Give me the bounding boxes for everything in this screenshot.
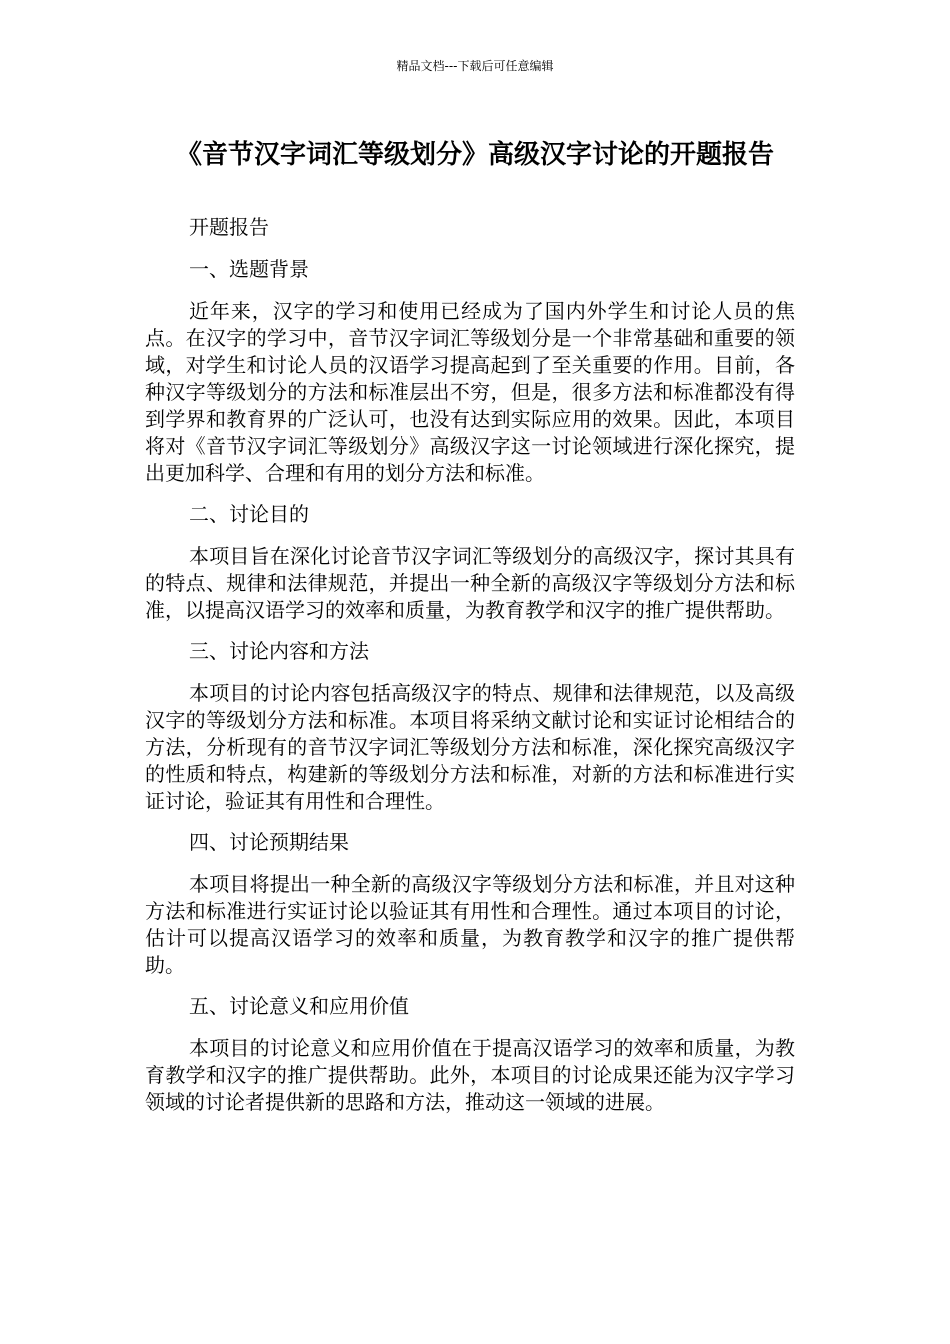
section-body-expected-results: 本项目将提出一种全新的高级汉字等级划分方法和标准，并且对这种方法和标准进行实证讨论以验证其有用性和合理性。通过本项目的讨论，估计可以提高汉语学习的效率和质量，为教育教学和汉字的推广提供帮助。 [145,872,795,977]
section-heading-purpose: 二、讨论目的 [189,502,309,526]
section-body-purpose: 本项目旨在深化讨论音节汉字词汇等级划分的高级汉字，探讨其具有的特点、规律和法律规范，并提出一种全新的高级汉字等级划分方法和标准，以提高汉语学习的效率和质量，为教育教学和汉字的推广提供帮助。 [145,544,795,622]
section-heading-significance: 五、讨论意义和应用价值 [189,994,409,1018]
section-heading-content-method: 三、讨论内容和方法 [189,639,369,663]
section-heading-expected-results: 四、讨论预期结果 [189,830,349,854]
intro-label: 开题报告 [189,215,269,239]
section-body-content-method: 本项目的讨论内容包括高级汉字的特点、规律和法律规范，以及高级汉字的等级划分方法和标准。本项目将采纳文献讨论和实证讨论相结合的方法，分析现有的音节汉字词汇等级划分方法和标准，深化探究高级汉字的性质和特点，构建新的等级划分方法和标准，对新的方法和标准进行实证讨论，验证其有用性和合理性。 [145,681,795,813]
section-body-background: 近年来，汉字的学习和使用已经成为了国内外学生和讨论人员的焦点。在汉字的学习中，音节汉字词汇等级划分是一个非常基础和重要的领域，对学生和讨论人员的汉语学习提高起到了至关重要的作用。目前，各种汉字等级划分的方法和标准层出不穷，但是，很多方法和标准都没有得到学界和教育界的广泛认可，也没有达到实际应用的效果。因此，本项目将对《音节汉字词汇等级划分》高级汉字这一讨论领域进行深化探究，提出更加科学、合理和有用的划分方法和标准。 [145,299,795,485]
document-body [145,214,795,1130]
header-note: 精品文档---下载后可任意编辑 [396,59,554,73]
section-body-significance: 本项目的讨论意义和应用价值在于提高汉语学习的效率和质量，为教育教学和汉字的推广提供帮助。此外，本项目的讨论成果还能为汉字学习领域的讨论者提供新的思路和方法，推动这一领域的进展。 [145,1036,795,1114]
document-title: 《音节汉字词汇等级划分》高级汉字讨论的开题报告 [175,140,774,170]
section-heading-background: 一、选题背景 [189,257,309,281]
